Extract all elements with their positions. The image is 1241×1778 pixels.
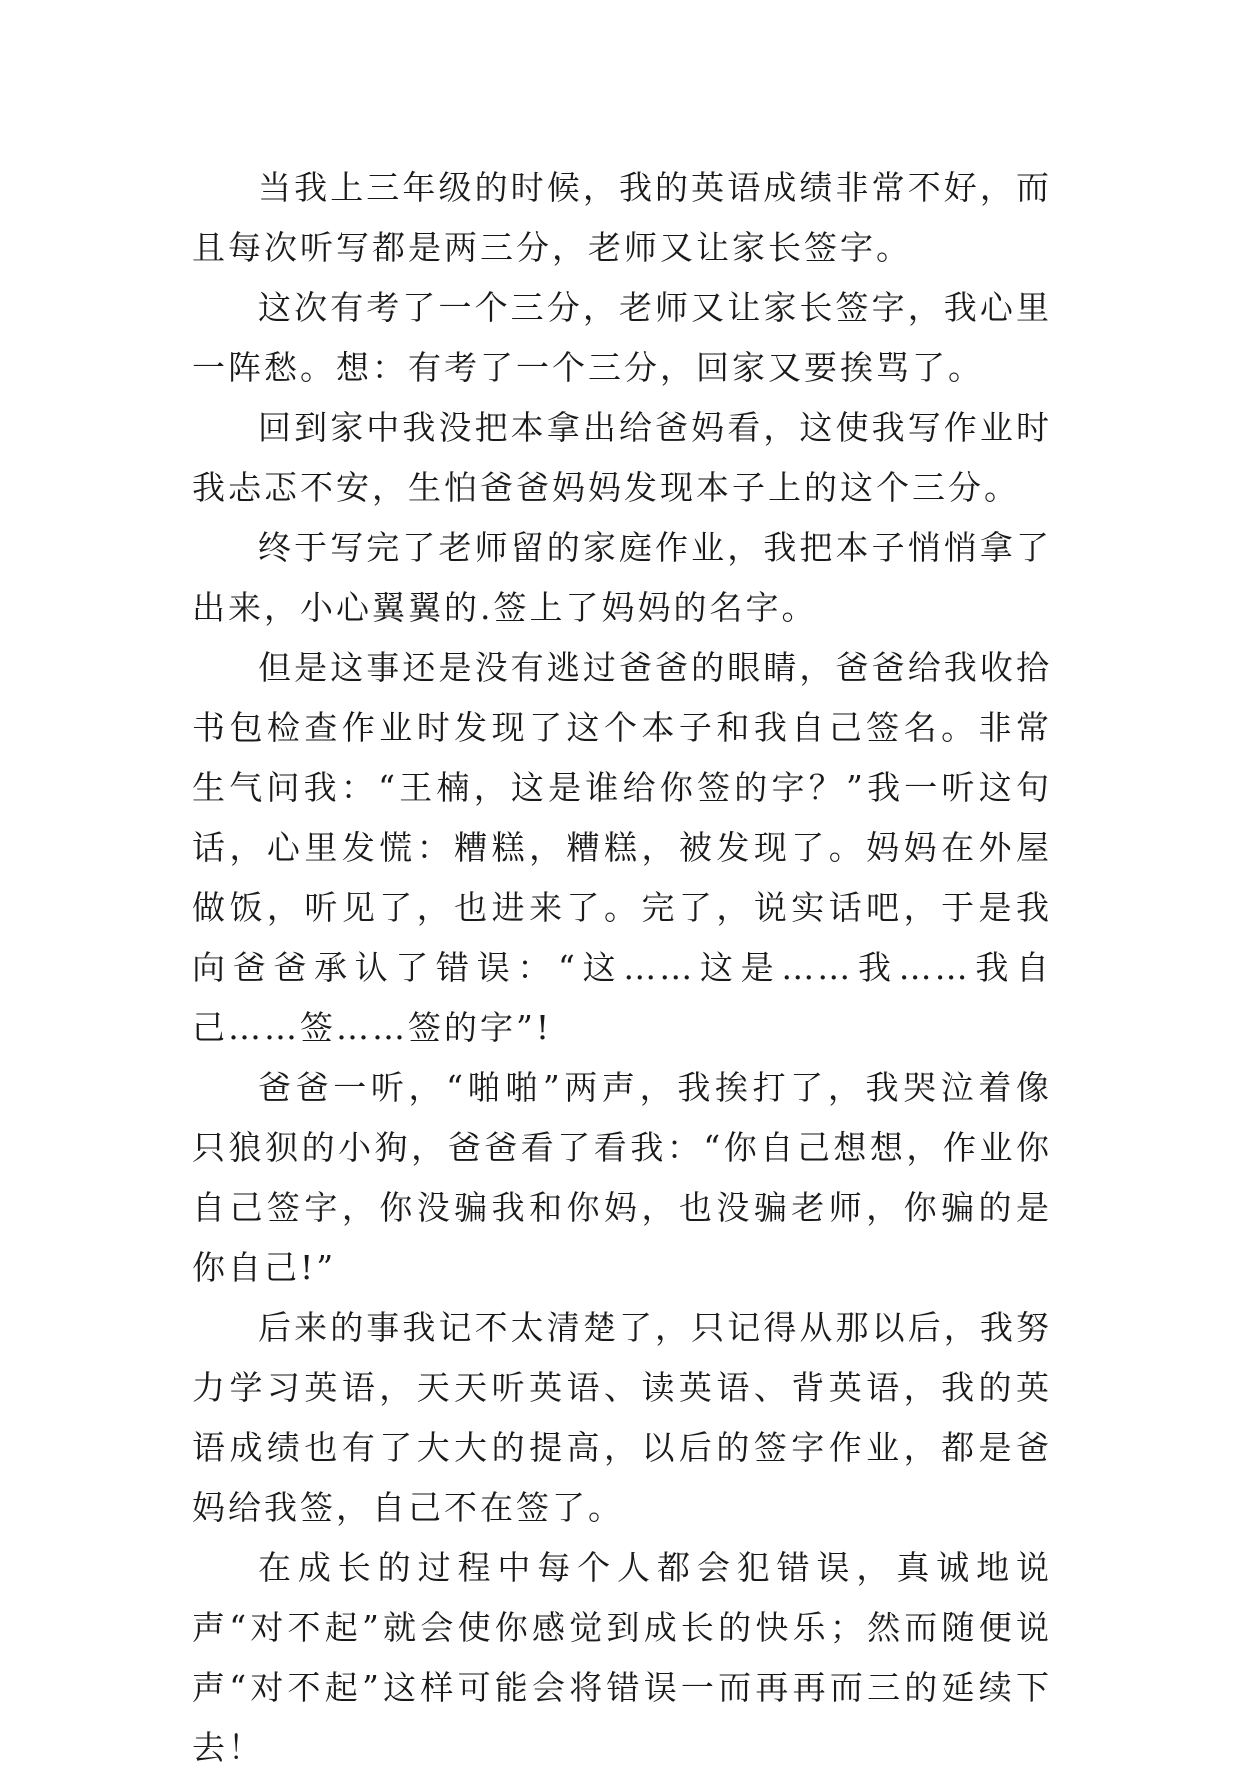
paragraph: 终于写完了老师留的家庭作业，我把本子悄悄拿了出来，小心翼翼的.签上了妈妈的名字。 <box>192 528 1052 627</box>
paragraph: 但是这事还是没有逃过爸爸的眼睛，爸爸给我收拾书包检查作业时发现了这个本子和我自己签名。非常生气问我：“王楠，这是谁给你签的字？”我一听这句话，心里发慌：糟糕，糟糕，被发现了。妈妈在外屋做饭，听见了，也进来了。完了，说实话吧，于是我向爸爸承认了错误：“这……这是……我……我自己……签……签的字”! <box>192 648 1052 1047</box>
paragraph: 爸爸一听，“啪啪”两声，我挨打了，我哭泣着像只狼狈的小狗，爸爸看了看我：“你自己想想，作业你自己签字，你没骗我和你妈，也没骗老师，你骗的是你自己!” <box>192 1068 1052 1287</box>
paragraph: 这次有考了一个三分，老师又让家长签字，我心里一阵愁。想：有考了一个三分，回家又要挨骂了。 <box>192 288 1052 387</box>
paragraph: 在成长的过程中每个人都会犯错误，真诚地说声“对不起”就会使你感觉到成长的快乐；然而随便说声“对不起”这样可能会将错误一而再再而三的延续下去！ <box>192 1548 1052 1767</box>
paragraph: 当我上三年级的时候，我的英语成绩非常不好，而且每次听写都是两三分，老师又让家长签字。 <box>192 168 1052 267</box>
paragraph: 回到家中我没把本拿出给爸妈看，这使我写作业时我忐忑不安，生怕爸爸妈妈发现本子上的这个三分。 <box>192 408 1052 507</box>
document-body <box>192 158 1052 1778</box>
paragraph: 后来的事我记不太清楚了，只记得从那以后，我努力学习英语，天天听英语、读英语、背英语，我的英语成绩也有了大大的提高，以后的签字作业，都是爸妈给我签，自己不在签了。 <box>192 1308 1052 1527</box>
